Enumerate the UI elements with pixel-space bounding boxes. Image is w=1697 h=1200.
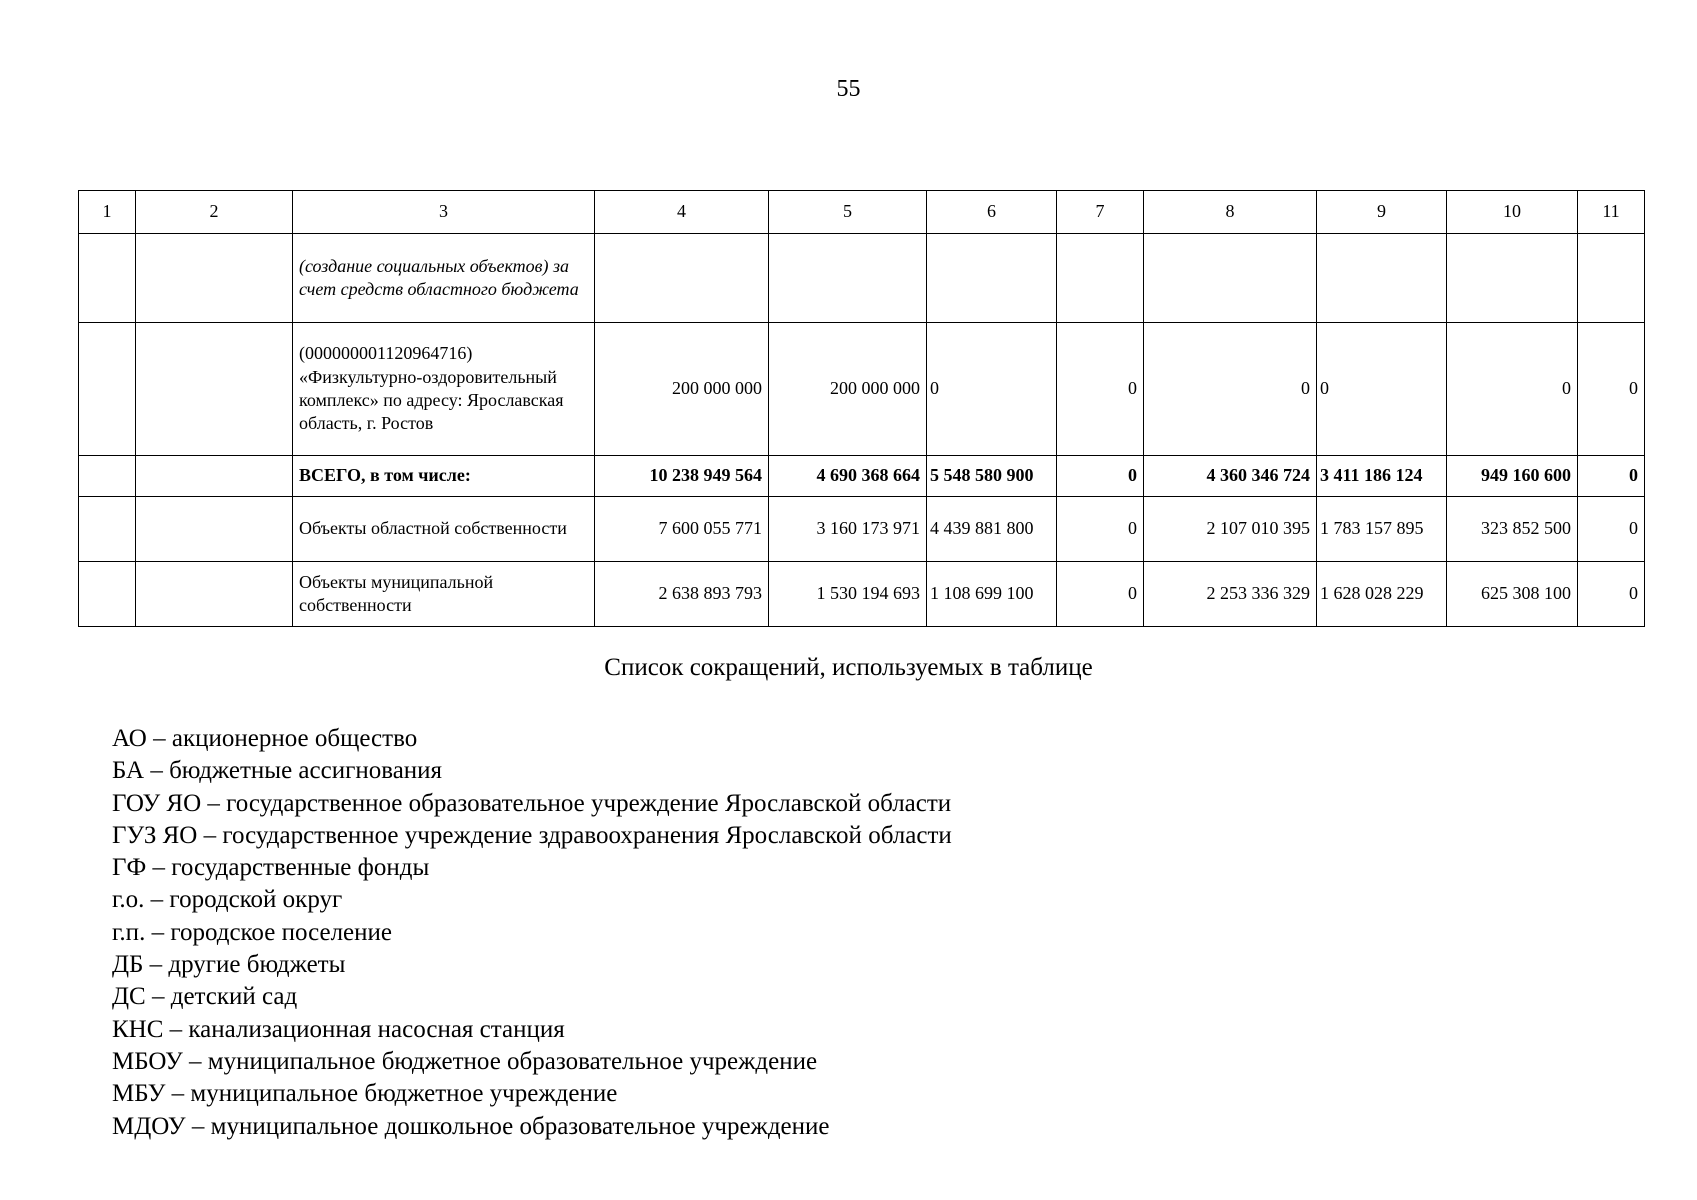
value-cell: 0 bbox=[1057, 323, 1144, 456]
table-row bbox=[79, 323, 1645, 456]
row-name-cell: (создание социальных объектов) за счет средств областного бюджета bbox=[293, 234, 595, 323]
value-cell: 4 360 346 724 bbox=[1144, 456, 1317, 497]
abbreviation-item: г.п. – городское поселение bbox=[112, 918, 392, 946]
abbreviation-item: МБОУ – муниципальное бюджетное образовательное учреждение bbox=[112, 1047, 818, 1075]
table-row bbox=[79, 497, 1645, 562]
value-cell: 10 238 949 564 bbox=[595, 456, 769, 497]
row-code-cell bbox=[136, 456, 293, 497]
abbreviations-list bbox=[112, 723, 952, 1143]
abbreviation-item: г.о. – городской округ bbox=[112, 886, 343, 914]
abbreviation-item: КНС – канализационная насосная станция bbox=[112, 1015, 565, 1043]
value-cell: 949 160 600 bbox=[1447, 456, 1578, 497]
value-cell: 7 600 055 771 bbox=[595, 497, 769, 562]
value-cell: 1 628 028 229 bbox=[1317, 562, 1447, 627]
column-header: 6 bbox=[927, 191, 1057, 234]
value-cell: 0 bbox=[1447, 323, 1578, 456]
column-header: 7 bbox=[1057, 191, 1144, 234]
column-header: 10 bbox=[1447, 191, 1578, 234]
table-row bbox=[79, 456, 1645, 497]
abbreviation-item: ДБ – другие бюджеты bbox=[112, 951, 346, 979]
column-header: 4 bbox=[595, 191, 769, 234]
row-number-cell bbox=[79, 456, 136, 497]
value-cell bbox=[927, 234, 1057, 323]
value-cell: 0 bbox=[1057, 456, 1144, 497]
value-cell: 2 107 010 395 bbox=[1144, 497, 1317, 562]
value-cell: 0 bbox=[1578, 456, 1645, 497]
value-cell bbox=[1144, 234, 1317, 323]
abbreviations-title: Список сокращений, используемых в таблице bbox=[604, 654, 1093, 681]
value-cell: 1 530 194 693 bbox=[769, 562, 927, 627]
value-cell: 0 bbox=[1578, 562, 1645, 627]
value-cell bbox=[1057, 234, 1144, 323]
value-cell: 0 bbox=[927, 323, 1057, 456]
value-cell bbox=[1317, 234, 1447, 323]
value-cell: 0 bbox=[1317, 323, 1447, 456]
value-cell: 4 439 881 800 bbox=[927, 497, 1057, 562]
row-number-cell bbox=[79, 497, 136, 562]
value-cell bbox=[1447, 234, 1578, 323]
row-name-cell: (000000001120964716) «Физкультурно-оздоровительный комплекс» по адресу: Ярославская область, г. Ростов bbox=[293, 323, 595, 456]
value-cell: 200 000 000 bbox=[769, 323, 927, 456]
value-cell bbox=[769, 234, 927, 323]
value-cell: 625 308 100 bbox=[1447, 562, 1578, 627]
row-number-cell bbox=[79, 562, 136, 627]
value-cell: 0 bbox=[1578, 497, 1645, 562]
value-cell: 0 bbox=[1144, 323, 1317, 456]
column-header: 3 bbox=[293, 191, 595, 234]
value-cell: 3 411 186 124 bbox=[1317, 456, 1447, 497]
row-name-cell: Объекты муниципальной собственности bbox=[293, 562, 595, 627]
row-name-cell: Объекты областной собственности bbox=[293, 497, 595, 562]
value-cell: 323 852 500 bbox=[1447, 497, 1578, 562]
abbreviation-item: БА – бюджетные ассигнования bbox=[112, 757, 443, 785]
value-cell: 1 783 157 895 bbox=[1317, 497, 1447, 562]
column-header: 5 bbox=[769, 191, 927, 234]
table-row bbox=[79, 562, 1645, 627]
value-cell: 4 690 368 664 bbox=[769, 456, 927, 497]
row-code-cell bbox=[136, 497, 293, 562]
abbreviation-item: АО – акционерное общество bbox=[112, 725, 418, 752]
value-cell: 0 bbox=[1057, 562, 1144, 627]
row-number-cell bbox=[79, 234, 136, 323]
abbreviation-item: ДС – детский сад bbox=[112, 983, 298, 1011]
row-code-cell bbox=[136, 234, 293, 323]
page-number: 55 bbox=[836, 76, 861, 102]
abbreviation-item: ГУЗ ЯО – государственное учреждение здравоохранения Ярославской области bbox=[112, 821, 952, 849]
row-name-cell: ВСЕГО, в том числе: bbox=[293, 456, 595, 497]
row-code-cell bbox=[136, 323, 293, 456]
table-row bbox=[79, 234, 1645, 323]
table-header-row bbox=[79, 191, 1645, 234]
abbreviation-item: МДОУ – муниципальное дошкольное образовательное учреждение bbox=[112, 1112, 830, 1140]
budget-table bbox=[78, 190, 1645, 627]
value-cell bbox=[1578, 234, 1645, 323]
value-cell: 2 638 893 793 bbox=[595, 562, 769, 627]
abbreviation-item: МБУ – муниципальное бюджетное учреждение bbox=[112, 1080, 618, 1108]
column-header: 9 bbox=[1317, 191, 1447, 234]
abbreviation-item: ГФ – государственные фонды bbox=[112, 854, 430, 882]
column-header: 2 bbox=[136, 191, 293, 234]
value-cell: 1 108 699 100 bbox=[927, 562, 1057, 627]
column-header: 11 bbox=[1578, 191, 1645, 234]
value-cell: 3 160 173 971 bbox=[769, 497, 927, 562]
value-cell bbox=[595, 234, 769, 323]
value-cell: 200 000 000 bbox=[595, 323, 769, 456]
column-header: 8 bbox=[1144, 191, 1317, 234]
column-header: 1 bbox=[79, 191, 136, 234]
row-code-cell bbox=[136, 562, 293, 627]
row-number-cell bbox=[79, 323, 136, 456]
value-cell: 5 548 580 900 bbox=[927, 456, 1057, 497]
value-cell: 0 bbox=[1578, 323, 1645, 456]
abbreviation-item: ГОУ ЯО – государственное образовательное учреждение Ярославской области bbox=[112, 789, 952, 817]
value-cell: 2 253 336 329 bbox=[1144, 562, 1317, 627]
value-cell: 0 bbox=[1057, 497, 1144, 562]
